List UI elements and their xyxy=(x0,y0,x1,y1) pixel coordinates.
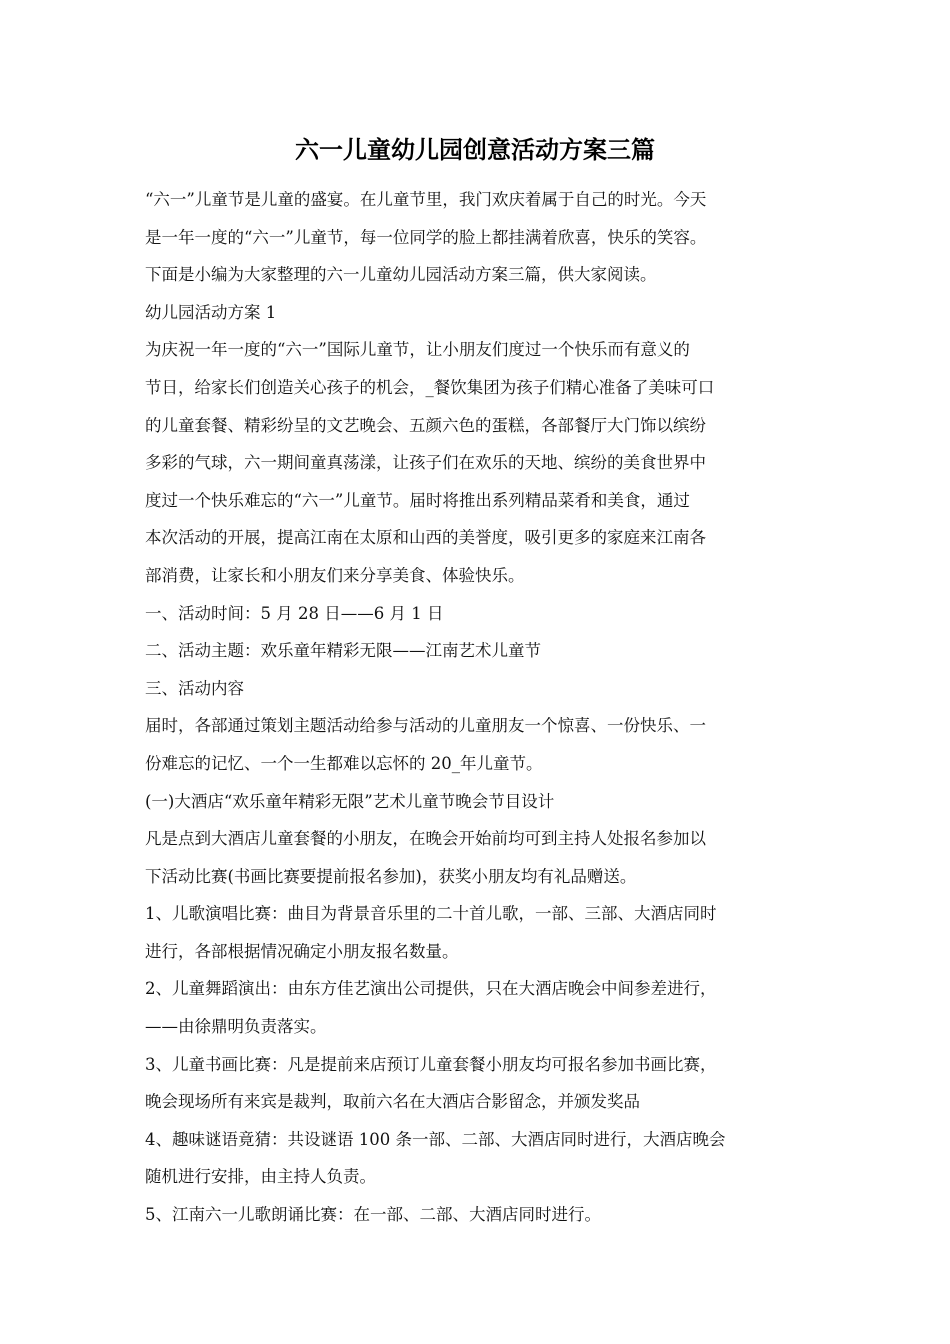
body-line: 节日，给家长们创造关心孩子的机会，_餐饮集团为孩子们精心准备了美味可口 xyxy=(145,377,715,397)
list-item: 4、趣味谜语竟猜：共设谜语 100 条一部、二部、大酒店同时进行，大酒店晚会 xyxy=(145,1129,726,1149)
list-item-continuation: 晚会现场所有来宾是裁判，取前六名在大酒店合影留念，并颁发奖品 xyxy=(145,1092,640,1112)
section-heading: 幼儿园活动方案 1 xyxy=(145,302,277,322)
body-line: 的儿童套餐、精彩纷呈的文艺晚会、五颜六色的蛋糕，各部餐厅大门饰以缤纷 xyxy=(145,415,706,435)
body-line: 为庆祝一年一度的“六一”国际儿童节，让小朋友们度过一个快乐而有意义的 xyxy=(145,340,690,360)
list-item: 1、儿歌演唱比赛：曲目为背景音乐里的二十首儿歌，一部、三部、大酒店同时 xyxy=(145,904,717,924)
body-line: 届时，各部通过策划主题活动给参与活动的儿童朋友一个惊喜、一份快乐、一 xyxy=(145,716,706,736)
activity-time: 一、活动时间：5 月 28 日——6 月 1 日 xyxy=(145,603,444,623)
list-item-continuation: 随机进行安排，由主持人负责。 xyxy=(145,1167,376,1187)
body-line: “六一”儿童节是儿童的盛宴。在儿童节里，我门欢庆着属于自己的时光。今天 xyxy=(145,190,707,209)
document-title: 六一儿童幼儿园创意活动方案三篇 xyxy=(295,136,655,164)
body-line: 是一年一度的“六一”儿童节，每一位同学的脸上都挂满着欣喜，快乐的笑容。 xyxy=(145,227,707,247)
body-line: 度过一个快乐难忘的“六一”儿童节。届时将推出系列精品菜肴和美食，通过 xyxy=(145,490,690,510)
body-line: 部消费，让家长和小朋友们来分享美食、体验快乐。 xyxy=(145,565,525,585)
activity-content-heading: 三、活动内容 xyxy=(145,678,244,698)
subsection-heading: (一)大酒店“欢乐童年精彩无限”艺术儿童节晚会节目设计 xyxy=(145,791,555,811)
body-line: 份难忘的记忆、一个一生都难以忘怀的 20_年儿童节。 xyxy=(145,753,543,773)
list-item: 2、儿童舞蹈演出：由东方佳艺演出公司提供，只在大酒店晚会中间参差进行， xyxy=(145,979,717,999)
body-line: 下活动比赛(书画比赛要提前报名参加)，获奖小朋友均有礼品赠送。 xyxy=(145,866,637,886)
document-body xyxy=(145,181,810,1234)
list-item: 5、江南六一儿歌朗诵比赛：在一部、二部、大酒店同时进行。 xyxy=(145,1205,601,1225)
list-item: 3、儿童书画比赛：凡是提前来店预订儿童套餐小朋友均可报名参加书画比赛， xyxy=(145,1054,717,1074)
body-line: 本次活动的开展，提高江南在太原和山西的美誉度，吸引更多的家庭来江南各 xyxy=(145,528,706,548)
body-line: 下面是小编为大家整理的六一儿童幼儿园活动方案三篇，供大家阅读。 xyxy=(145,265,657,285)
list-item-continuation: ——由徐鼎明负责落实。 xyxy=(145,1017,327,1037)
body-line: 凡是点到大酒店儿童套餐的小朋友，在晚会开始前均可到主持人处报名参加以 xyxy=(145,829,706,849)
list-item-continuation: 进行，各部根据情况确定小朋友报名数量。 xyxy=(145,941,459,961)
body-line: 多彩的气球，六一期间童真荡漾，让孩子们在欢乐的天地、缤纷的美食世界中 xyxy=(145,453,706,473)
activity-theme: 二、活动主题：欢乐童年精彩无限——江南艺术儿童节 xyxy=(145,641,541,661)
